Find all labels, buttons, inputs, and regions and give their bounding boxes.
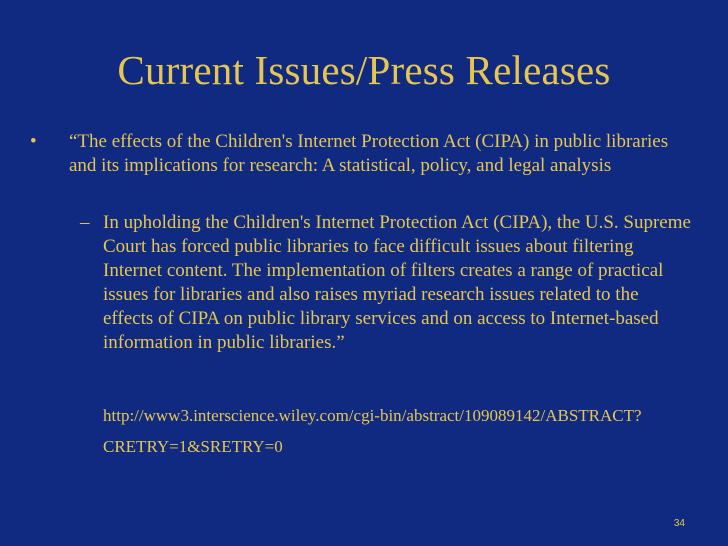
slide-title: Current Issues/Press Releases	[117, 47, 611, 93]
sub-bullet-text: In upholding the Children's Internet Protection Act (CIPA), the U.S. Supreme Court has forced public libraries to face difficult issues about filtering Internet content. The implementation of filters creates a range of practical issues for libraries and also raises myriad research issues related to the effects of CIPA on public library services and on access to Internet-based information in public libraries.”	[103, 212, 691, 353]
page-number: 34	[673, 518, 685, 529]
sub-bullet-marker: –	[80, 212, 90, 233]
bullet-text: “The effects of the Children's Internet Protection Act (CIPA) in public libraries and its implications for research: A statistical, policy, and legal analysis	[69, 131, 669, 176]
source-url: http://www3.interscience.wiley.com/cgi-bin/abstract/109089142/ABSTRACT?CRETRY=1&SRETRY=0	[103, 406, 642, 456]
bullet-marker: •	[30, 131, 37, 152]
